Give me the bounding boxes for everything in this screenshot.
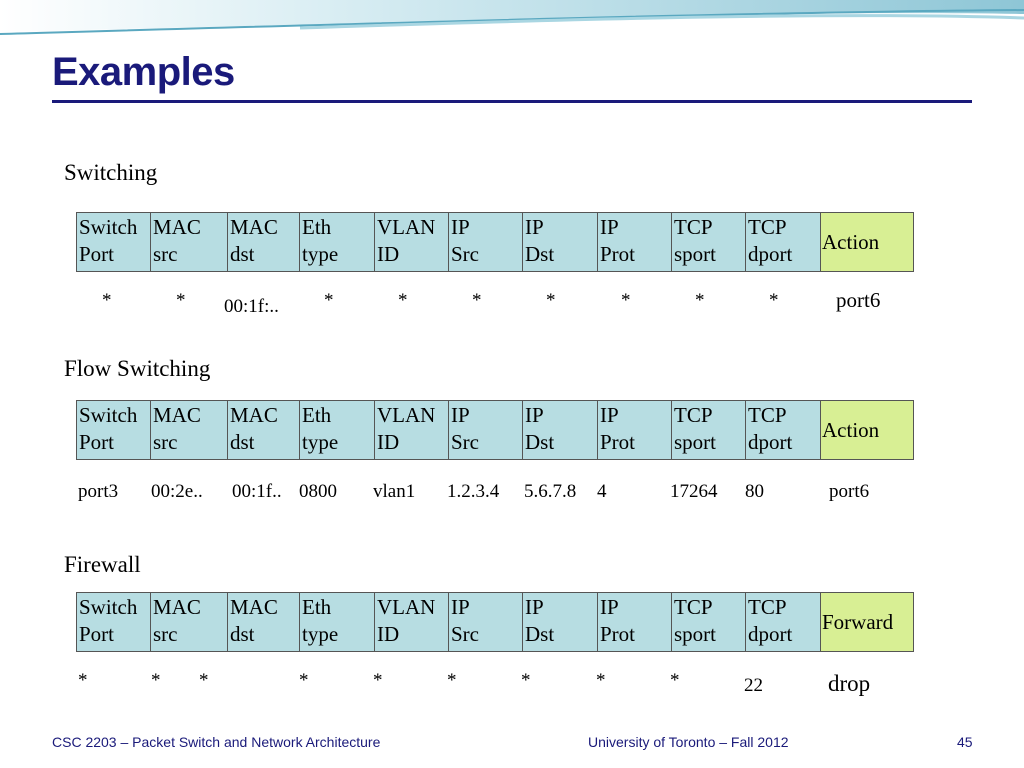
page-number: 45: [957, 734, 973, 750]
value-cell: *: [695, 290, 705, 311]
header-line: IP: [451, 403, 470, 427]
header-cell-ip-prot: [597, 592, 671, 652]
footer-university: University of Toronto – Fall 2012: [588, 734, 789, 750]
header-cell-ip-src: [448, 212, 522, 272]
header-line: MAC: [230, 595, 278, 619]
header-line: MAC: [153, 403, 201, 427]
header-line: ID: [377, 430, 400, 454]
header-line: Prot: [600, 242, 636, 266]
header-line: type: [302, 622, 339, 646]
header-line: Dst: [525, 430, 555, 454]
header-cell-ip-dst: [522, 212, 597, 272]
header-cell-mac-src: [150, 400, 227, 460]
header-cell-tcp-dport: [745, 592, 820, 652]
header-cell-mac-src: [150, 212, 227, 272]
header-cell-switch-port: [76, 400, 150, 460]
value-cell: 4: [597, 481, 607, 502]
header-line: VLAN: [377, 403, 436, 427]
header-cell-action: Action: [820, 400, 914, 460]
header-line: TCP: [748, 403, 787, 427]
header-row-switching: [76, 212, 914, 270]
value-cell: *: [398, 290, 408, 311]
header-line: type: [302, 430, 339, 454]
value-cell: 0800: [299, 481, 337, 502]
value-cell: *: [176, 290, 186, 311]
header-line: dst: [230, 430, 255, 454]
header-line: TCP: [674, 215, 713, 239]
header-line: Eth: [302, 215, 332, 239]
section-title-switching: Switching: [64, 160, 158, 185]
header-line: Prot: [600, 430, 636, 454]
header-wave-decoration: [0, 0, 1024, 40]
header-line: Switch: [79, 215, 138, 239]
value-cell: 22: [744, 675, 763, 696]
value-cell-action: port6: [829, 481, 870, 502]
value-cell: *: [299, 670, 309, 691]
value-cell: 00:1f:..: [224, 296, 279, 317]
value-cell: 00:1f..: [232, 481, 282, 502]
header-line: Dst: [525, 622, 555, 646]
value-cell: *: [78, 670, 88, 691]
header-line: Dst: [525, 242, 555, 266]
header-cell-ip-prot: [597, 212, 671, 272]
header-line: Port: [79, 242, 115, 266]
value-cell-action: port6: [836, 288, 881, 312]
header-line: Switch: [79, 403, 138, 427]
header-line: Eth: [302, 403, 332, 427]
footer-course: CSC 2203 – Packet Switch and Network Architecture: [52, 734, 381, 750]
value-cell: *: [324, 290, 334, 311]
header-line: IP: [600, 403, 619, 427]
header-cell-ip-dst: [522, 400, 597, 460]
header-line: MAC: [230, 215, 278, 239]
header-cell-forward: Forward: [820, 592, 914, 652]
header-line: IP: [600, 595, 619, 619]
header-line: IP: [525, 215, 544, 239]
header-line: VLAN: [377, 595, 436, 619]
header-line: IP: [451, 215, 470, 239]
header-line: IP: [451, 595, 470, 619]
header-line: TCP: [748, 595, 787, 619]
value-cell: *: [596, 670, 606, 691]
header-line: ID: [377, 622, 400, 646]
page-title: Examples: [52, 50, 235, 94]
header-cell-ip-prot: [597, 400, 671, 460]
header-line: VLAN: [377, 215, 436, 239]
header-line: TCP: [674, 403, 713, 427]
header-line: IP: [525, 595, 544, 619]
header-line: dst: [230, 242, 255, 266]
header-line: IP: [525, 403, 544, 427]
header-cell-eth-type: [299, 212, 374, 272]
header-row-flow-switching: [76, 400, 914, 458]
value-cell: *: [447, 670, 457, 691]
header-cell-eth-type: [299, 592, 374, 652]
header-row-firewall: [76, 592, 914, 650]
value-cell: *: [769, 290, 779, 311]
value-cell: 80: [745, 481, 764, 502]
header-line: TCP: [674, 595, 713, 619]
header-line: ID: [377, 242, 400, 266]
header-cell-tcp-dport: [745, 400, 820, 460]
header-line: src: [153, 242, 178, 266]
value-cell-action: drop: [828, 671, 871, 696]
header-line: src: [153, 622, 178, 646]
header-line: dport: [748, 242, 793, 266]
value-cell: *: [102, 290, 112, 311]
value-cell: *: [670, 670, 680, 691]
header-line: dport: [748, 430, 793, 454]
header-line: MAC: [153, 215, 201, 239]
header-cell-tcp-dport: [745, 212, 820, 272]
header-cell-vlan-id: [374, 592, 448, 652]
header-line: Eth: [302, 595, 332, 619]
header-cell-tcp-sport: [671, 400, 745, 460]
header-cell-switch-port: [76, 592, 150, 652]
header-cell-ip-dst: [522, 592, 597, 652]
header-line: MAC: [230, 403, 278, 427]
header-cell-tcp-sport: [671, 592, 745, 652]
section-title-firewall: Firewall: [64, 552, 141, 577]
value-cell: port3: [78, 481, 119, 502]
header-cell-vlan-id: [374, 400, 448, 460]
header-cell-ip-src: [448, 592, 522, 652]
value-cell: *: [199, 670, 209, 691]
header-line: Src: [451, 622, 479, 646]
header-cell-mac-dst: [227, 400, 299, 460]
value-cell: 00:2e..: [151, 481, 203, 502]
title-underline: [52, 100, 972, 103]
header-cell-mac-src: [150, 592, 227, 652]
header-line: Prot: [600, 622, 636, 646]
value-cell: *: [621, 290, 631, 311]
value-cell: 1.2.3.4: [447, 481, 500, 502]
header-cell-tcp-sport: [671, 212, 745, 272]
header-line: dport: [748, 622, 793, 646]
header-line: Switch: [79, 595, 138, 619]
value-cell: vlan1: [373, 481, 416, 502]
value-cell: *: [472, 290, 482, 311]
header-cell-action: Action: [820, 212, 914, 272]
header-line: MAC: [153, 595, 201, 619]
header-line: sport: [674, 242, 716, 266]
header-cell-eth-type: [299, 400, 374, 460]
value-cell: *: [546, 290, 556, 311]
header-line: Src: [451, 242, 479, 266]
header-cell-switch-port: [76, 212, 150, 272]
value-cell: 17264: [670, 481, 718, 502]
header-cell-mac-dst: [227, 592, 299, 652]
header-line: IP: [600, 215, 619, 239]
header-line: Src: [451, 430, 479, 454]
header-line: type: [302, 242, 339, 266]
header-line: Port: [79, 622, 115, 646]
header-cell-mac-dst: [227, 212, 299, 272]
header-line: src: [153, 430, 178, 454]
header-cell-vlan-id: [374, 212, 448, 272]
value-cell: *: [373, 670, 383, 691]
header-line: dst: [230, 622, 255, 646]
header-cell-ip-src: [448, 400, 522, 460]
header-line: sport: [674, 622, 716, 646]
header-line: Port: [79, 430, 115, 454]
value-cell: 5.6.7.8: [524, 481, 577, 502]
value-cell: *: [521, 670, 531, 691]
value-cell: *: [151, 670, 161, 691]
header-line: TCP: [748, 215, 787, 239]
header-line: sport: [674, 430, 716, 454]
section-title-flow-switching: Flow Switching: [64, 356, 211, 381]
